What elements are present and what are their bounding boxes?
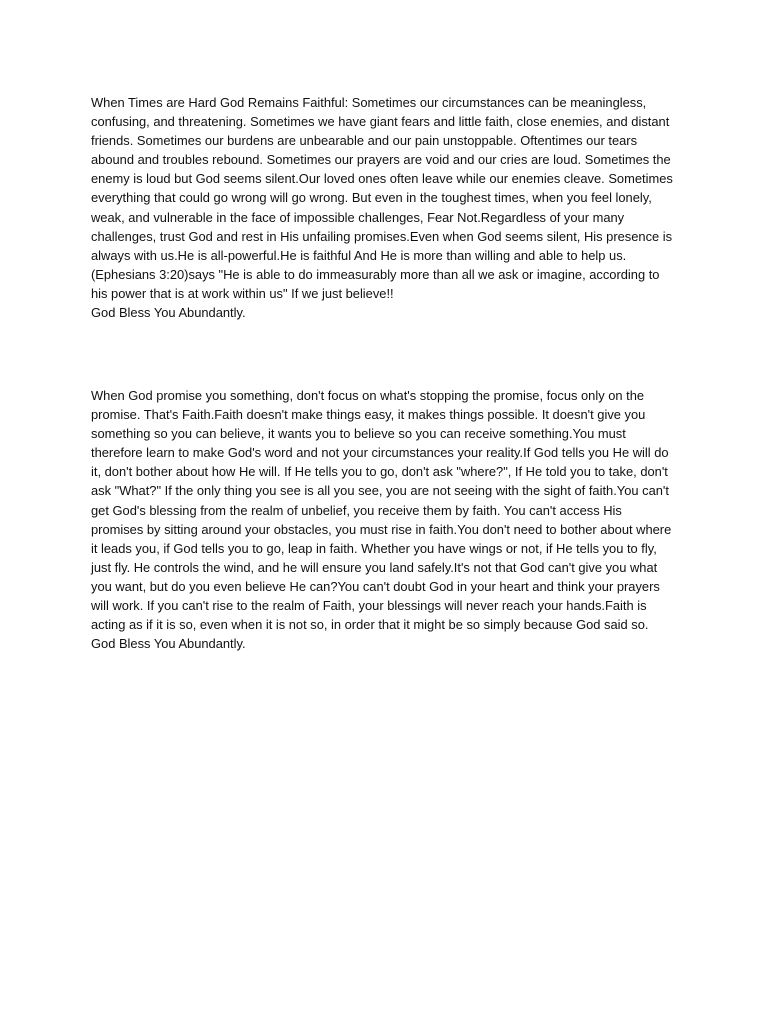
section-body-text: When God promise you something, don't focus on what's stopping the promise, focus only on the promise. That's Faith.Faith doesn't make things easy, it makes things possible. It doesn't give you something so you can believe, it wants you to believe so you can receive something.You must therefore learn to make God's word and not your circumstances your reality.If God tells you He will do it, don't bother about how He will. If He tells you to go, don't ask "where?", If He told you to take, don't ask "What?" If the only thing you see is all you see, you are not seeing with the sight of faith.You can't get God's blessing from the realm of unbelief, you receive them by faith. You can't access His promises by sitting around your obstacles, you must rise in faith.You don't need to bother about where it leads you, if God tells you to go, leap in faith. Whether you have wings or not, if He tells you to fly, just fly. He controls the wind, and he will ensure you land safely.It's not that God can't give you what you want, but do you even believe He can?You can't doubt God in your heart and think your prayers will work. If you can't rise to the realm of Faith, your blessings will never reach your hands.Faith is acting as if it is so, even when it is not so, in order that it might be so simply because God said so. — [91, 388, 672, 633]
closing-blessing: God Bless You Abundantly. — [91, 636, 246, 652]
section-body-text: When Times are Hard God Remains Faithful: Sometimes our circumstances can be meaningless, confusing, and threatening. Sometimes we have giant fears and little faith, close enemies, and distant friends. Sometimes our burdens are unbearable and our pain unstoppable. Oftentimes our tears abound and troubles rebound. Sometimes our prayers are void and our cries are loud. Sometimes the enemy is loud but God seems silent.Our loved ones often leave while our enemies cleave. Sometimes everything that could go wrong will go wrong. But even in the toughest times, when you feel lonely, weak, and vulnerable in the face of impossible challenges, Fear Not.Regardless of your many challenges, trust God and rest in His unfailing promises.Even when God seems silent, His presence is always with us.He is all-powerful.He is faithful And He is more than willing and able to help us. (Ephesians 3:20)says "He is able to do immeasurably more than all we ask or imagine, according to his power that is at work within us" If we just believe!! — [91, 95, 673, 301]
devotional-section-hard-times — [91, 93, 677, 322]
devotional-section-faith — [91, 386, 677, 653]
closing-blessing: God Bless You Abundantly. — [91, 305, 246, 321]
